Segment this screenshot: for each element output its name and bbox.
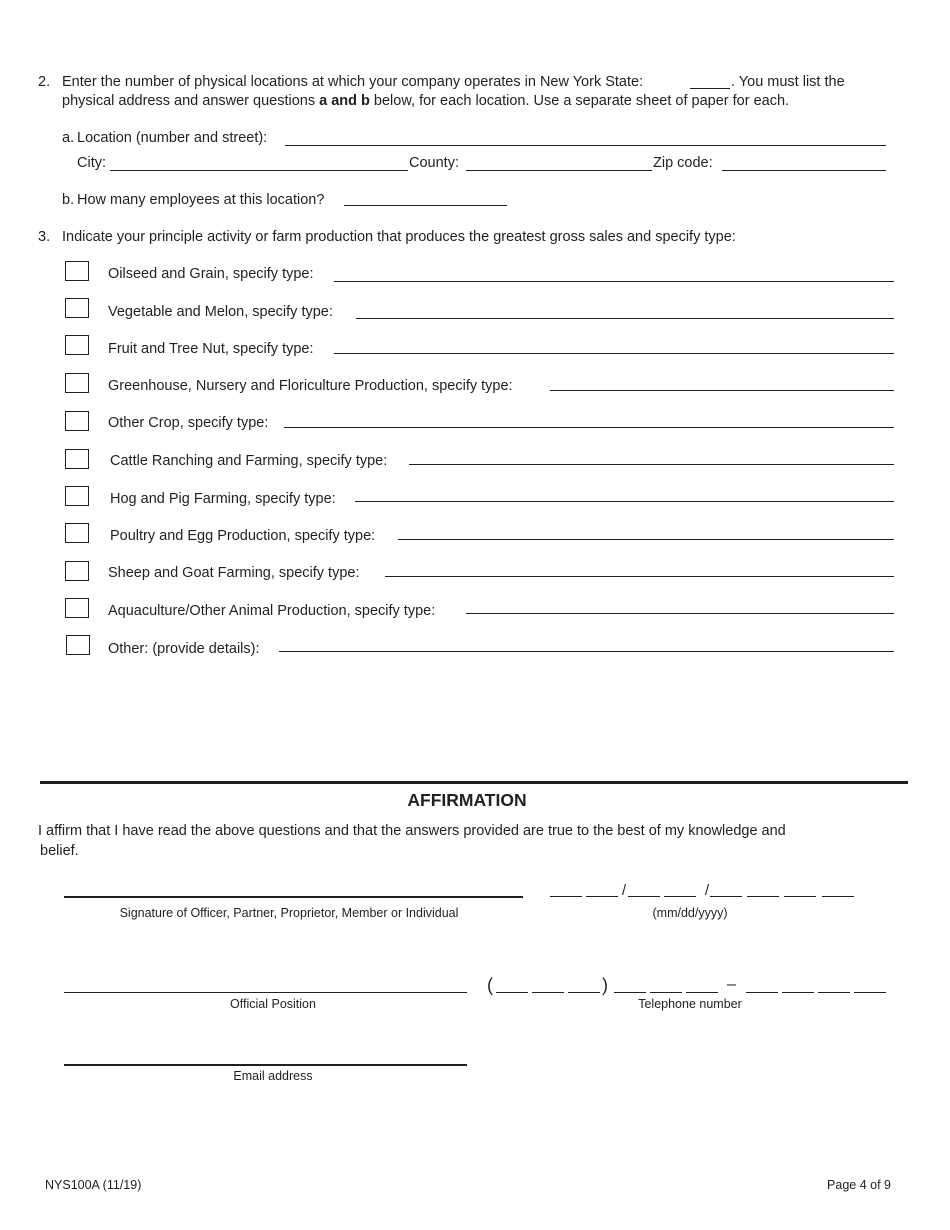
location-label: Location (number and street): xyxy=(77,130,268,146)
checkbox-sheep-goat[interactable] xyxy=(65,561,89,581)
checkbox-other[interactable] xyxy=(66,635,90,655)
official-position-field[interactable] xyxy=(64,992,467,993)
checkbox-cattle-ranching[interactable] xyxy=(65,449,89,469)
county-label: County: xyxy=(409,155,459,171)
phone-line-digit-4[interactable] xyxy=(854,992,886,993)
option-label-greenhouse-nursery: Greenhouse, Nursery and Floriculture Production, specify type: xyxy=(108,378,513,394)
city-field[interactable] xyxy=(110,170,408,171)
details-field-other[interactable] xyxy=(279,651,894,652)
location-field[interactable] xyxy=(285,145,886,146)
date-year-digit-3[interactable] xyxy=(784,896,816,897)
date-year-digit-2[interactable] xyxy=(747,896,779,897)
city-label: City: xyxy=(77,155,106,171)
checkbox-other-crop[interactable] xyxy=(65,411,89,431)
county-field[interactable] xyxy=(466,170,652,171)
option-label-oilseed-grain: Oilseed and Grain, specify type: xyxy=(108,266,314,282)
q2b-label: b. xyxy=(62,192,75,208)
q2-number: 2. xyxy=(38,74,51,90)
q2-locations-count-field[interactable] xyxy=(690,88,730,89)
employees-label: How many employees at this location? xyxy=(77,192,325,208)
phone-prefix-digit-1[interactable] xyxy=(614,992,646,993)
phone-area-digit-3[interactable] xyxy=(568,992,600,993)
phone-line-digit-2[interactable] xyxy=(782,992,814,993)
affirmation-text-line1: I affirm that I have read the above questions and that the answers provided are true to the best of my knowledge and xyxy=(38,823,786,839)
specify-field-vegetable-melon[interactable] xyxy=(356,318,894,319)
page-number: Page 4 of 9 xyxy=(827,1178,891,1192)
telephone-label: Telephone number xyxy=(638,997,742,1011)
specify-field-other-crop[interactable] xyxy=(284,427,894,428)
option-label-cattle-ranching: Cattle Ranching and Farming, specify type: xyxy=(110,453,388,469)
q2-text-line2: physical address and answer questions a and b below, for each location. Use a separate sheet of paper for each. xyxy=(62,93,790,109)
phone-prefix-digit-2[interactable] xyxy=(650,992,682,993)
phone-paren-close: ) xyxy=(602,975,608,995)
checkbox-oilseed-grain[interactable] xyxy=(65,261,89,281)
q3-text: Indicate your principle activity or farm production that produces the greatest gross sales and specify type: xyxy=(62,229,736,245)
official-position-label: Official Position xyxy=(230,997,316,1011)
q2a-label: a. xyxy=(62,130,75,146)
option-label-fruit-tree-nut: Fruit and Tree Nut, specify type: xyxy=(108,341,314,357)
checkbox-hog-pig[interactable] xyxy=(65,486,89,506)
phone-line-digit-3[interactable] xyxy=(818,992,850,993)
specify-field-hog-pig[interactable] xyxy=(355,501,894,502)
affirmation-title: AFFIRMATION xyxy=(407,790,527,810)
zip-field[interactable] xyxy=(722,170,886,171)
phone-dash: – xyxy=(727,976,736,993)
email-field[interactable] xyxy=(64,1064,467,1066)
signature-label: Signature of Officer, Partner, Proprietor, Member or Individual xyxy=(119,906,459,920)
date-year-digit-4[interactable] xyxy=(822,896,854,897)
option-label-aquaculture: Aquaculture/Other Animal Production, specify type: xyxy=(108,603,436,619)
specify-field-cattle-ranching[interactable] xyxy=(409,464,894,465)
form-id: NYS100A (11/19) xyxy=(45,1178,142,1192)
email-label: Email address xyxy=(233,1069,313,1083)
option-label-hog-pig: Hog and Pig Farming, specify type: xyxy=(110,491,336,507)
option-label-other: Other: (provide details): xyxy=(108,641,260,657)
phone-paren-open: ( xyxy=(487,975,493,995)
specify-field-fruit-tree-nut[interactable] xyxy=(334,353,894,354)
q3-number: 3. xyxy=(38,229,51,245)
specify-field-aquaculture[interactable] xyxy=(466,613,894,614)
signature-field[interactable] xyxy=(64,896,523,898)
section-divider xyxy=(40,781,908,784)
date-day-digit-2[interactable] xyxy=(664,896,696,897)
q2-text-line1a: Enter the number of physical locations at which your company operates in New York State: xyxy=(62,74,644,90)
specify-field-greenhouse-nursery[interactable] xyxy=(550,390,894,391)
option-label-other-crop: Other Crop, specify type: xyxy=(108,415,269,431)
date-year-digit-1[interactable] xyxy=(710,896,742,897)
date-label: (mm/dd/yyyy) xyxy=(652,906,728,920)
date-slash-2: / xyxy=(705,883,710,899)
option-label-sheep-goat: Sheep and Goat Farming, specify type: xyxy=(108,565,360,581)
phone-prefix-digit-3[interactable] xyxy=(686,992,718,993)
option-label-poultry-egg: Poultry and Egg Production, specify type: xyxy=(110,528,376,544)
affirmation-text-line2: belief. xyxy=(40,843,79,859)
q2-text-line1b: . You must list the xyxy=(731,74,845,90)
checkbox-greenhouse-nursery[interactable] xyxy=(65,373,89,393)
phone-area-digit-1[interactable] xyxy=(496,992,528,993)
checkbox-aquaculture[interactable] xyxy=(65,598,89,618)
option-label-vegetable-melon: Vegetable and Melon, specify type: xyxy=(108,304,333,320)
specify-field-sheep-goat[interactable] xyxy=(385,576,894,577)
checkbox-fruit-tree-nut[interactable] xyxy=(65,335,89,355)
checkbox-poultry-egg[interactable] xyxy=(65,523,89,543)
specify-field-oilseed-grain[interactable] xyxy=(334,281,894,282)
specify-field-poultry-egg[interactable] xyxy=(398,539,894,540)
phone-line-digit-1[interactable] xyxy=(746,992,778,993)
zip-label: Zip code: xyxy=(653,155,713,171)
checkbox-vegetable-melon[interactable] xyxy=(65,298,89,318)
employees-field[interactable] xyxy=(344,205,507,206)
date-month-digit-2[interactable] xyxy=(586,896,618,897)
date-month-digit-1[interactable] xyxy=(550,896,582,897)
phone-area-digit-2[interactable] xyxy=(532,992,564,993)
date-day-digit-1[interactable] xyxy=(628,896,660,897)
date-slash-1: / xyxy=(622,883,627,899)
